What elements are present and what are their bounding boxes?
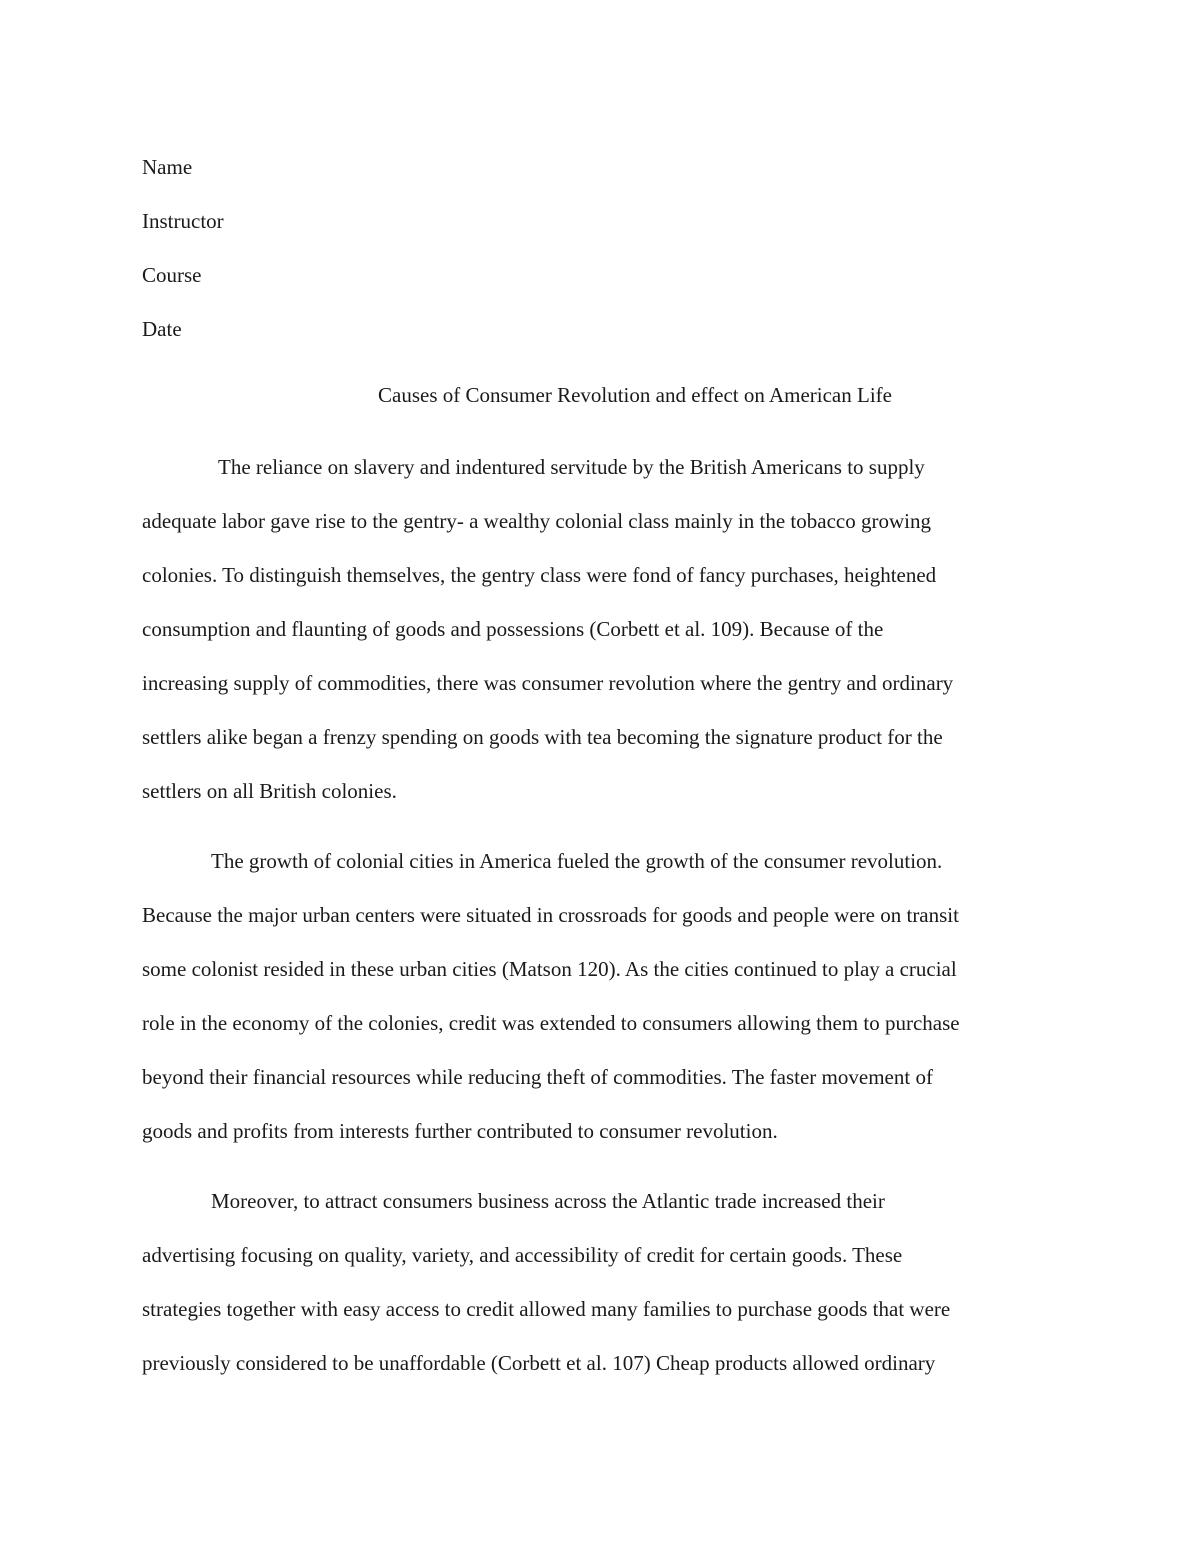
paragraph-line: adequate labor gave rise to the gentry- a wealthy colonial class mainly in the tobacco growing: [142, 509, 931, 533]
essay-body: [142, 440, 1062, 1390]
paragraph-line: beyond their financial resources while reducing theft of commodities. The faster movement of: [142, 1065, 933, 1089]
paragraph-line: advertising focusing on quality, variety, and accessibility of credit for certain goods. These: [142, 1243, 903, 1267]
paragraph-line: goods and profits from interests further contributed to consumer revolution.: [142, 1119, 778, 1143]
paragraph: [142, 1174, 1062, 1390]
paragraph-line: The growth of colonial cities in America fueled the growth of the consumer revolution.: [211, 849, 943, 873]
paragraph-line: some colonist resided in these urban cities (Matson 120). As the cities continued to play a crucial: [142, 957, 957, 981]
paragraph-line: role in the economy of the colonies, credit was extended to consumers allowing them to purchase: [142, 1011, 960, 1035]
heading-block: [142, 140, 1062, 356]
paragraph: [142, 834, 1062, 1158]
paragraph-line: strategies together with easy access to credit allowed many families to purchase goods that were: [142, 1297, 951, 1321]
paragraph-line: increasing supply of commodities, there was consumer revolution where the gentry and ordinary: [142, 671, 954, 695]
paragraph: [142, 440, 1062, 818]
paragraph-line: consumption and flaunting of goods and possessions (Corbett et al. 109). Because of the: [142, 617, 884, 641]
paragraph-line: Because the major urban centers were situated in crossroads for goods and people were on transit: [142, 903, 959, 927]
paragraph-line: The reliance on slavery and indentured servitude by the British Americans to supply: [218, 455, 925, 479]
paragraph-line: settlers alike began a frenzy spending on goods with tea becoming the signature product for the: [142, 725, 943, 749]
instructor-name: Instructor: [142, 209, 224, 233]
paragraph-line: colonies. To distinguish themselves, the gentry class were fond of fancy purchases, heightened: [142, 563, 937, 587]
paragraph-line: Moreover, to attract consumers business across the Atlantic trade increased their: [211, 1189, 885, 1213]
course-name: Course: [142, 263, 202, 287]
paragraph-line: previously considered to be unaffordable (Corbett et al. 107) Cheap products allowed ordinary: [142, 1351, 936, 1375]
essay-title: Causes of Consumer Revolution and effect on American Life: [378, 383, 892, 407]
date: Date: [142, 317, 182, 341]
paragraph-line: settlers on all British colonies.: [142, 779, 397, 803]
student-name: Name: [142, 155, 193, 179]
